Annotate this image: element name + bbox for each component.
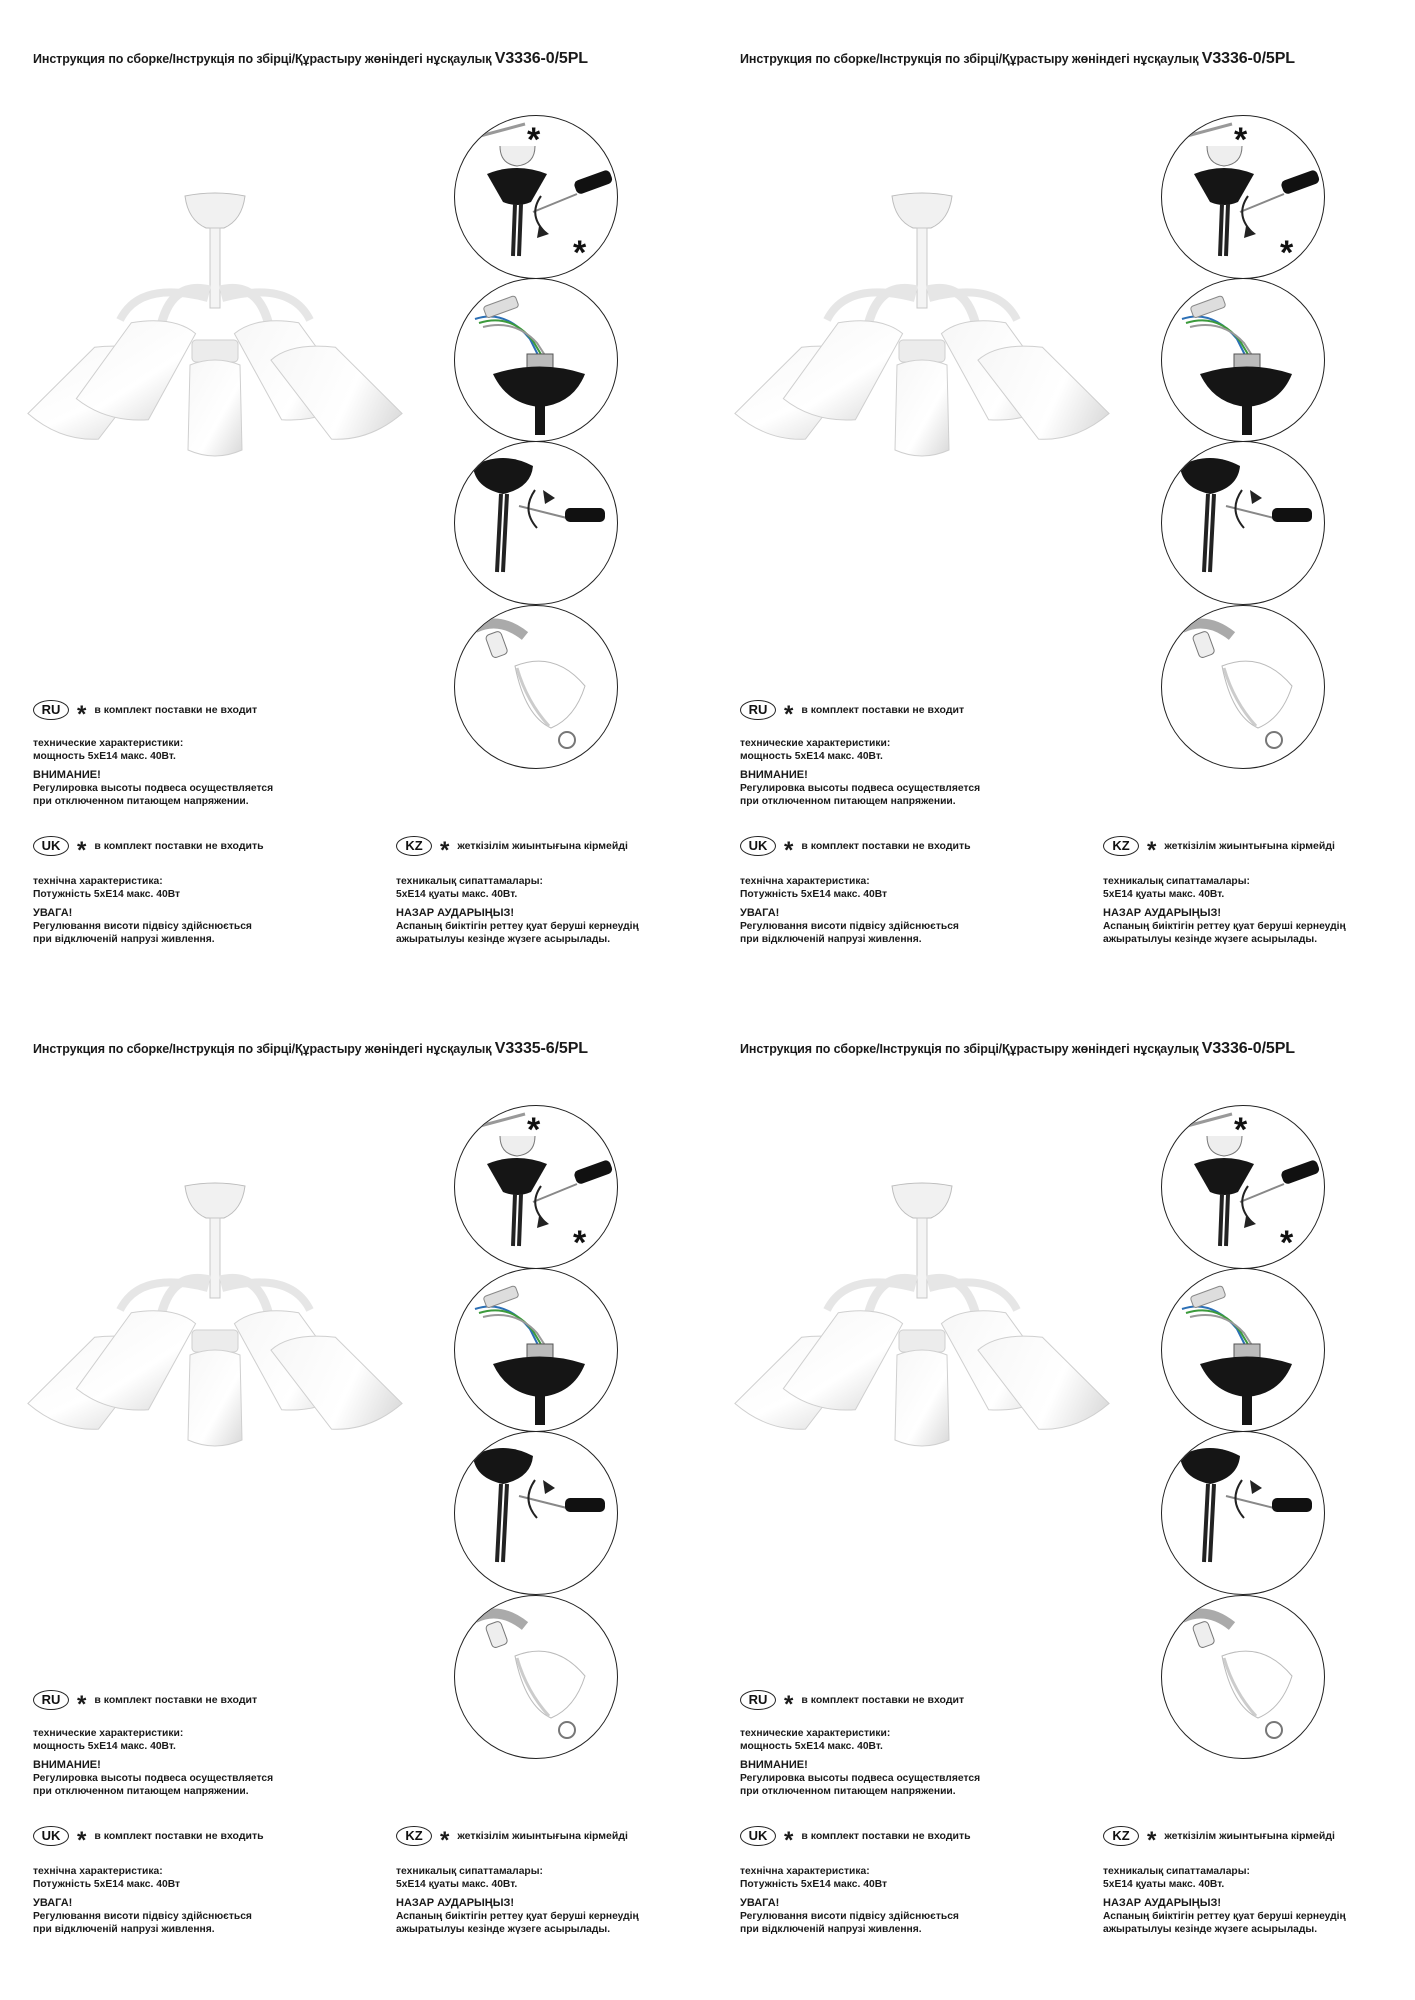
not-included-note: в комплект поставки не входит <box>801 704 965 716</box>
step-1-mount <box>1161 1105 1325 1269</box>
step-2-wiring <box>454 278 618 442</box>
warning-heading: НАЗАР АУДАРЫҢЫЗ! <box>396 1897 515 1909</box>
lamp-shades <box>25 1295 404 1447</box>
step-1-mount <box>454 1105 618 1269</box>
asterisk-icon: * <box>440 837 450 864</box>
step-1-mount <box>454 115 618 279</box>
spec-heading: технические характеристики: <box>33 1728 184 1739</box>
spec-value: 5xE14 қуаты макс. 40Вт. <box>396 1879 518 1890</box>
instruction-title <box>740 50 1295 68</box>
asterisk-icon: * <box>784 701 794 728</box>
spec-heading: технические характеристики: <box>740 1728 891 1739</box>
step-4-shade <box>454 1595 618 1759</box>
lang-badge-kz: KZ <box>1103 836 1139 856</box>
asterisk-icon: * <box>440 1827 450 1854</box>
not-included-note: жеткізілім жиынтығына кірмейді <box>1164 1830 1335 1842</box>
warning-heading: УВАГА! <box>33 1897 73 1909</box>
uk-notice <box>740 1826 971 1854</box>
instruction-title <box>740 1040 1295 1058</box>
model-number: V3335-6/5PL <box>494 1040 588 1057</box>
warning-line-2: при отключенном питающем напряжении. <box>33 1786 249 1797</box>
kz-specs <box>1103 875 1346 946</box>
model-number: V3336-0/5PL <box>494 50 588 67</box>
svg-text:*: * <box>573 234 587 272</box>
ru-notice <box>740 1690 965 1718</box>
svg-text:*: * <box>1234 121 1248 159</box>
shade-attach-icon <box>455 606 617 768</box>
canopy-screw-icon <box>455 442 617 604</box>
warning-heading: НАЗАР АУДАРЫҢЫЗ! <box>1103 1897 1222 1909</box>
step-1-mount <box>1161 115 1325 279</box>
spec-heading: техникалық сипаттамалары: <box>396 1866 543 1877</box>
step-4-shade <box>454 605 618 769</box>
ru-notice <box>740 700 965 728</box>
warning-line-2: ажыратылуы кезінде жүзеге асырылады. <box>396 1924 611 1935</box>
ru-specs <box>740 1727 980 1798</box>
warning-line-2: при отключенном питающем напряжении. <box>740 796 956 807</box>
svg-text:*: * <box>527 1111 541 1149</box>
asterisk-icon: * <box>77 701 87 728</box>
lang-badge-kz: KZ <box>396 836 432 856</box>
warning-line-1: Аспаның биіктігін реттеу қуат беруші кернеудің <box>396 921 639 932</box>
spec-heading: техникалық сипаттамалары: <box>1103 1866 1250 1877</box>
shade-attach-icon <box>455 1596 617 1758</box>
uk-notice <box>33 836 264 864</box>
instruction-panel <box>0 0 707 990</box>
warning-line-1: Аспаның биіктігін реттеу қуат беруші кернеудің <box>1103 921 1346 932</box>
kz-specs <box>396 1865 639 1936</box>
warning-heading: ВНИМАНИЕ! <box>33 1759 101 1771</box>
uk-notice <box>740 836 971 864</box>
not-included-note: в комплект поставки не входить <box>94 840 264 852</box>
warning-line-2: при відключеній напрузі живлення. <box>740 1924 922 1935</box>
lamp-shades <box>732 305 1111 457</box>
ceiling-mount-hook-icon <box>455 1106 617 1268</box>
wire-connection-icon <box>455 1269 617 1431</box>
warning-line-1: Регулировка высоты подвеса осуществляется <box>33 783 274 794</box>
asterisk-icon: * <box>784 1827 794 1854</box>
ru-notice <box>33 1690 258 1718</box>
warning-heading: ВНИМАНИЕ! <box>740 1759 808 1771</box>
warning-heading: УВАГА! <box>33 907 73 919</box>
warning-heading: УВАГА! <box>740 907 780 919</box>
ru-specs <box>740 737 980 808</box>
svg-text:*: * <box>1280 234 1294 272</box>
svg-text:*: * <box>527 121 541 159</box>
spec-heading: технічна характеристика: <box>740 876 870 887</box>
kz-notice <box>1103 1826 1335 1854</box>
model-number: V3336-0/5PL <box>1201 1040 1295 1057</box>
chandelier-image <box>727 1170 1147 1470</box>
warning-heading: УВАГА! <box>740 1897 780 1909</box>
lang-badge-ru: RU <box>33 700 69 720</box>
warning-line-2: при відключеній напрузі живлення. <box>33 934 215 945</box>
spec-heading: технические характеристики: <box>740 738 891 749</box>
canopy-screw-icon <box>1162 1432 1324 1594</box>
kz-specs <box>396 875 639 946</box>
warning-line-1: Регулювання висоти підвісу здійснюється <box>33 1911 252 1922</box>
warning-line-2: ажыратылуы кезінде жүзеге асырылады. <box>1103 1924 1318 1935</box>
spec-heading: техникалық сипаттамалары: <box>396 876 543 887</box>
uk-specs <box>33 875 252 946</box>
warning-line-1: Аспаның биіктігін реттеу қуат беруші кернеудің <box>396 1911 639 1922</box>
lang-badge-uk: UK <box>740 1826 776 1846</box>
uk-specs <box>33 1865 252 1936</box>
not-included-note: в комплект поставки не входить <box>94 1830 264 1842</box>
step-3-canopy <box>1161 441 1325 605</box>
not-included-note: жеткізілім жиынтығына кірмейді <box>457 840 628 852</box>
step-4-shade <box>1161 1595 1325 1759</box>
asterisk-icon: * <box>77 1827 87 1854</box>
warning-line-2: ажыратылуы кезінде жүзеге асырылады. <box>1103 934 1318 945</box>
spec-value: мощность 5xE14 макс. 40Вт. <box>33 1741 176 1752</box>
spec-value: Потужність 5xE14 макс. 40Вт <box>33 1879 181 1890</box>
spec-value: Потужність 5xE14 макс. 40Вт <box>740 1879 888 1890</box>
shade-attach-icon <box>1162 1596 1324 1758</box>
step-3-canopy <box>454 441 618 605</box>
warning-heading: ВНИМАНИЕ! <box>33 769 101 781</box>
chandelier-image <box>20 1170 440 1470</box>
spec-value: Потужність 5xE14 макс. 40Вт <box>740 889 888 900</box>
spec-value: Потужність 5xE14 макс. 40Вт <box>33 889 181 900</box>
kz-notice <box>1103 836 1335 864</box>
ru-notice <box>33 700 258 728</box>
lang-badge-ru: RU <box>740 700 776 720</box>
asterisk-icon: * <box>784 837 794 864</box>
svg-text:*: * <box>573 1224 587 1262</box>
not-included-note: в комплект поставки не входит <box>94 1694 258 1706</box>
warning-line-1: Регулювання висоти підвісу здійснюється <box>740 1911 959 1922</box>
warning-heading: НАЗАР АУДАРЫҢЫЗ! <box>396 907 515 919</box>
spec-heading: технические характеристики: <box>33 738 184 749</box>
step-3-canopy <box>454 1431 618 1595</box>
lang-badge-ru: RU <box>740 1690 776 1710</box>
lang-badge-uk: UK <box>33 1826 69 1846</box>
warning-line-2: при відключеній напрузі живлення. <box>740 934 922 945</box>
warning-line-2: при відключеній напрузі живлення. <box>33 1924 215 1935</box>
spec-value: мощность 5xE14 макс. 40Вт. <box>33 751 176 762</box>
uk-notice <box>33 1826 264 1854</box>
instruction-panel <box>0 990 707 1980</box>
lang-badge-kz: KZ <box>1103 1826 1139 1846</box>
spec-value: 5xE14 қуаты макс. 40Вт. <box>396 889 518 900</box>
spec-value: мощность 5xE14 макс. 40Вт. <box>740 751 883 762</box>
shade-attach-icon <box>1162 606 1324 768</box>
asterisk-icon: * <box>784 1691 794 1718</box>
warning-line-2: при отключенном питающем напряжении. <box>740 1786 956 1797</box>
warning-line-1: Регулировка высоты подвеса осуществляется <box>740 783 981 794</box>
lang-badge-ru: RU <box>33 1690 69 1710</box>
step-4-shade <box>1161 605 1325 769</box>
asterisk-icon: * <box>1147 1827 1157 1854</box>
title-text: Инструкция по сборке/Інструкція по збірці/Құрастыру жөніндегі нұсқаулық <box>33 1042 495 1056</box>
lang-badge-uk: UK <box>740 836 776 856</box>
title-text: Инструкция по сборке/Інструкція по збірці/Құрастыру жөніндегі нұсқаулық <box>740 1042 1202 1056</box>
canopy-screw-icon <box>1162 442 1324 604</box>
kz-notice <box>396 836 628 864</box>
asterisk-icon: * <box>77 837 87 864</box>
warning-line-1: Регулировка высоты подвеса осуществляется <box>33 1773 274 1784</box>
title-text: Инструкция по сборке/Інструкція по збірці/Құрастыру жөніндегі нұсқаулық <box>33 52 495 66</box>
spec-heading: технічна характеристика: <box>33 876 163 887</box>
lang-badge-kz: KZ <box>396 1826 432 1846</box>
spec-value: 5xE14 қуаты макс. 40Вт. <box>1103 889 1225 900</box>
kz-specs <box>1103 1865 1346 1936</box>
title-text: Инструкция по сборке/Інструкція по збірці/Құрастыру жөніндегі нұсқаулық <box>740 52 1202 66</box>
wire-connection-icon <box>455 279 617 441</box>
not-included-note: жеткізілім жиынтығына кірмейді <box>1164 840 1335 852</box>
lamp-shades <box>732 1295 1111 1447</box>
asterisk-icon: * <box>1147 837 1157 864</box>
asterisk-icon: * <box>77 1691 87 1718</box>
instruction-panel <box>707 0 1414 990</box>
spec-heading: техникалық сипаттамалары: <box>1103 876 1250 887</box>
step-2-wiring <box>454 1268 618 1432</box>
warning-heading: ВНИМАНИЕ! <box>740 769 808 781</box>
warning-line-2: ажыратылуы кезінде жүзеге асырылады. <box>396 934 611 945</box>
ceiling-mount-hook-icon <box>455 116 617 278</box>
warning-line-2: при отключенном питающем напряжении. <box>33 796 249 807</box>
wire-connection-icon <box>1162 1269 1324 1431</box>
spec-value: мощность 5xE14 макс. 40Вт. <box>740 1741 883 1752</box>
lang-badge-uk: UK <box>33 836 69 856</box>
uk-specs <box>740 875 959 946</box>
warning-line-1: Регулювання висоти підвісу здійснюється <box>740 921 959 932</box>
uk-specs <box>740 1865 959 1936</box>
spec-heading: технічна характеристика: <box>740 1866 870 1877</box>
warning-line-1: Регулировка высоты подвеса осуществляется <box>740 1773 981 1784</box>
step-2-wiring <box>1161 1268 1325 1432</box>
instruction-panel <box>707 990 1414 1980</box>
spec-heading: технічна характеристика: <box>33 1866 163 1877</box>
step-2-wiring <box>1161 278 1325 442</box>
instruction-title <box>33 50 588 68</box>
not-included-note: в комплект поставки не входит <box>94 704 258 716</box>
not-included-note: в комплект поставки не входить <box>801 1830 971 1842</box>
not-included-note: жеткізілім жиынтығына кірмейді <box>457 1830 628 1842</box>
ceiling-mount-hook-icon <box>1162 1106 1324 1268</box>
chandelier-image <box>20 180 440 480</box>
canopy-screw-icon <box>455 1432 617 1594</box>
step-3-canopy <box>1161 1431 1325 1595</box>
chandelier-image <box>727 180 1147 480</box>
ru-specs <box>33 737 273 808</box>
not-included-note: в комплект поставки не входить <box>801 840 971 852</box>
svg-text:*: * <box>1234 1111 1248 1149</box>
spec-value: 5xE14 қуаты макс. 40Вт. <box>1103 1879 1225 1890</box>
model-number: V3336-0/5PL <box>1201 50 1295 67</box>
svg-text:*: * <box>1280 1224 1294 1262</box>
wire-connection-icon <box>1162 279 1324 441</box>
ru-specs <box>33 1727 273 1798</box>
not-included-note: в комплект поставки не входит <box>801 1694 965 1706</box>
warning-line-1: Аспаның биіктігін реттеу қуат беруші кернеудің <box>1103 1911 1346 1922</box>
kz-notice <box>396 1826 628 1854</box>
ceiling-mount-hook-icon <box>1162 116 1324 278</box>
instruction-title <box>33 1040 588 1058</box>
lamp-shades <box>25 305 404 457</box>
warning-heading: НАЗАР АУДАРЫҢЫЗ! <box>1103 907 1222 919</box>
warning-line-1: Регулювання висоти підвісу здійснюється <box>33 921 252 932</box>
